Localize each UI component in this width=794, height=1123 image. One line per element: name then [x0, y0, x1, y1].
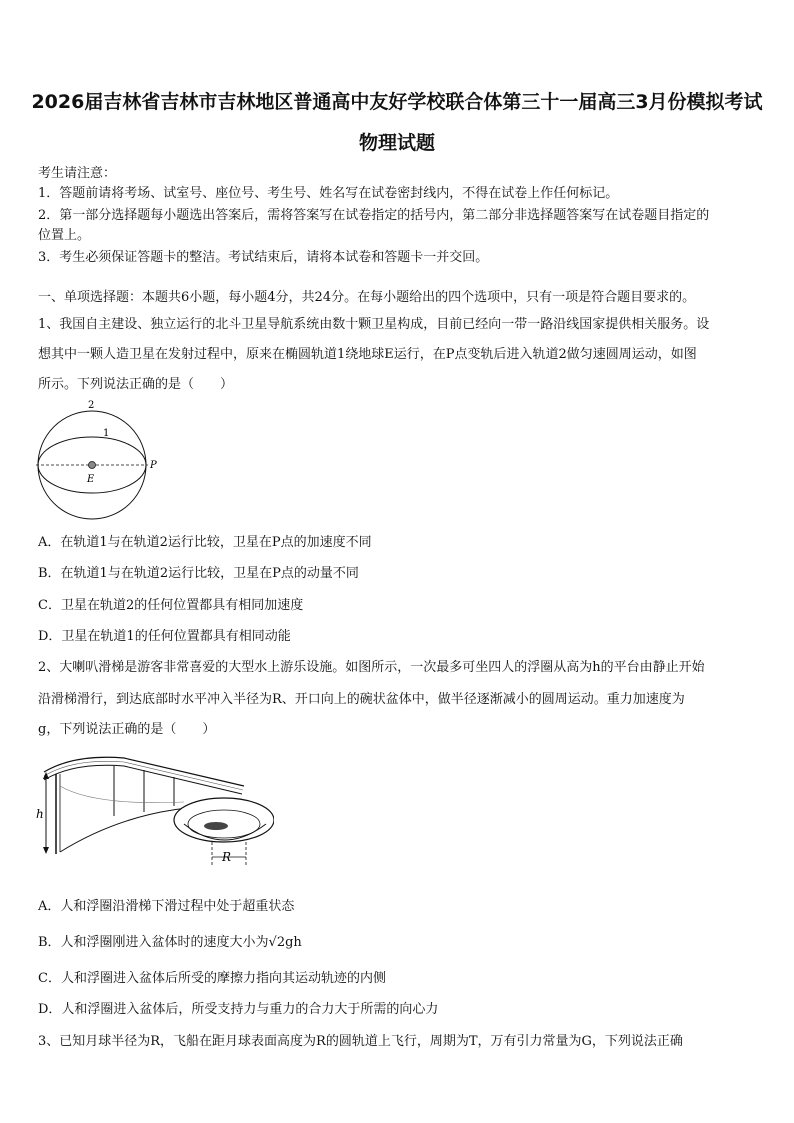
notice-item: 位置上。 — [38, 228, 91, 243]
question-1-line: 1、我国自主建设、独立运行的北斗卫星导航系统由数十颗卫星构成，目前已经向一带一路沿线国家提供相关服务。设 — [38, 317, 710, 332]
earth-label: E — [87, 474, 95, 485]
orbit-2-label: 2 — [88, 400, 95, 411]
point-p-label: P — [150, 460, 157, 471]
exam-subtitle: 物理试题 — [358, 132, 435, 154]
question-2-line: g，下列说法正确的是（ ） — [38, 722, 216, 737]
height-arrow-top — [43, 772, 49, 779]
slide-bottom-edge — [44, 765, 242, 794]
question-2-line: 沿滑梯滑行，到达底部时水平冲入半径为R、开口向上的碗状盆体中，做半径逐渐减小的圆周运动。重力加速度为 — [38, 692, 685, 707]
question-1-option-d[interactable]: D．卫星在轨道1的任何位置都具有相同动能 — [38, 629, 291, 644]
height-arrow-bottom — [43, 847, 49, 854]
question-2-option-a[interactable]: A．人和浮圈沿滑梯下滑过程中处于超重状态 — [38, 899, 295, 914]
section-heading: 一、单项选择题：本题共6小题，每小题4分，共24分。在每小题给出的四个选项中，只有一项是符合题目要求的。 — [38, 290, 696, 305]
question-2-option-d[interactable]: D．人和浮圈进入盆体后，所受支持力与重力的合力大于所需的向心力 — [38, 1002, 439, 1017]
question-1-option-a[interactable]: A．在轨道1与在轨道2运行比较，卫星在P点的加速度不同 — [38, 535, 372, 550]
notice-item: 1．答题前请将考场、试室号、座位号、考生号、姓名写在试卷密封线内，不得在试卷上作任何标记。 — [38, 186, 619, 201]
notice-item: 2．第一部分选择题每小题选出答案后，需将答案写在试卷指定的括号内，第二部分非选择题答案写在试卷题目指定的 — [38, 208, 710, 223]
notice-heading: 考生请注意： — [38, 166, 117, 181]
question-2-option-c[interactable]: C．人和浮圈进入盆体后所受的摩擦力指向其运动轨迹的内侧 — [38, 971, 386, 986]
orbit-diagram — [30, 396, 170, 520]
height-label: h — [36, 807, 44, 821]
notice-item: 3．考生必须保证答题卡的整洁。考试结束后，请将本试卷和答题卡一并交回。 — [38, 250, 489, 265]
question-1-option-c[interactable]: C．卫星在轨道2的任何位置都具有相同加速度 — [38, 598, 304, 613]
orbit-1-label: 1 — [103, 428, 110, 439]
question-2-line: 2、大喇叭滑梯是游客非常喜爱的大型水上游乐设施。如图所示，一次最多可坐四人的浮圈从高为h的平台由静止开始 — [38, 660, 705, 675]
question-3-line: 3、已知月球半径为R，飞船在距月球表面高度为R的圆轨道上飞行，周期为T，万有引力常量为G，下列说法正确 — [38, 1034, 683, 1049]
question-2-option-b[interactable]: B．人和浮圈刚进入盆体时的速度大小为√2gh — [38, 935, 302, 950]
slide-diagram — [34, 746, 274, 870]
horn-shade — [60, 786, 184, 803]
exam-title: 2026届吉林省吉林市吉林地区普通高中友好学校联合体第三十一届高三3月份模拟考试 — [31, 91, 763, 113]
question-1-option-b[interactable]: B．在轨道1与在轨道2运行比较，卫星在P点的动量不同 — [38, 566, 359, 581]
earth-dot — [89, 462, 96, 469]
radius-label: R — [222, 850, 232, 864]
bowl-drain — [204, 822, 228, 830]
question-1-line: 想其中一颗人造卫星在发射过程中，原来在椭圆轨道1绕地球E运行，在P点变轨后进入轨道2做匀速圆周运动，如图 — [38, 347, 697, 362]
question-1-line: 所示。下列说法正确的是（ ） — [38, 377, 234, 392]
